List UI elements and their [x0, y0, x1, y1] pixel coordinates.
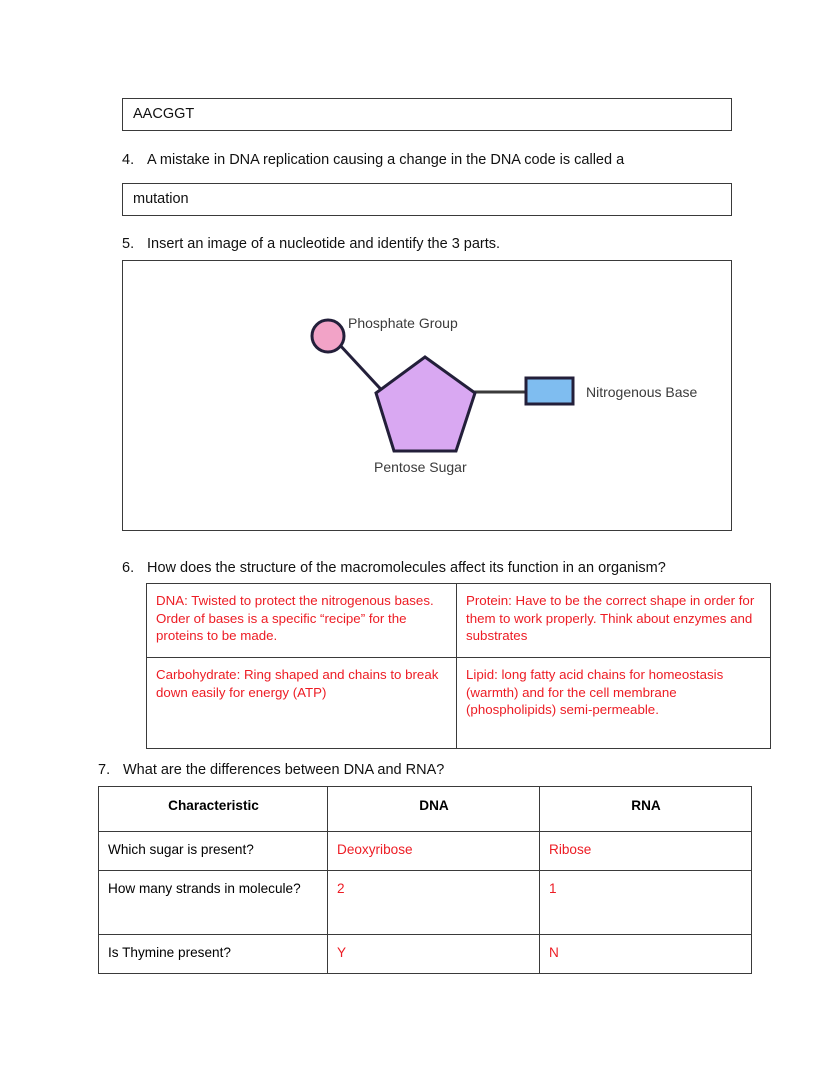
header-rna: RNA	[540, 787, 752, 832]
question-4-number: 4.	[122, 152, 135, 168]
table-header-row	[99, 787, 752, 832]
dna-rna-comparison-table	[98, 786, 752, 974]
cell-rna-thymine[interactable]: N	[540, 935, 752, 974]
cell-characteristic-thymine: Is Thymine present?	[99, 935, 328, 974]
cell-rna-strands[interactable]: 1	[540, 871, 752, 935]
cell-dna-strands[interactable]: 2	[328, 871, 540, 935]
cell-lipid[interactable]: Lipid: long fatty acid chains for homeostasis (warmth) and for the cell membrane (phospholipids) semi-permeable.	[457, 658, 771, 749]
table-row	[99, 871, 752, 935]
cell-dna-sugar[interactable]: Deoxyribose	[328, 832, 540, 871]
pentose-sugar-shape	[376, 357, 475, 451]
nitrogenous-base-shape	[526, 378, 573, 404]
phosphate-group-shape	[312, 320, 344, 352]
nucleotide-diagram	[123, 261, 730, 529]
pentose-sugar-label: Pentose Sugar	[374, 459, 467, 475]
answer-box-mutation[interactable]	[122, 183, 732, 216]
cell-protein[interactable]: Protein: Have to be the correct shape in order for them to work properly. Think about enzymes and substrates	[457, 584, 771, 658]
answer-text-sequence: AACGGT	[133, 106, 195, 123]
nucleotide-diagram-frame	[122, 260, 732, 531]
nitrogenous-base-label: Nitrogenous Base	[586, 384, 698, 400]
table-row	[99, 935, 752, 974]
question-5	[122, 236, 500, 252]
question-5-text: Insert an image of a nucleotide and identify the 3 parts.	[147, 236, 501, 252]
question-6-number: 6.	[122, 560, 135, 576]
question-4	[122, 152, 624, 168]
question-7-text: What are the differences between DNA and RNA?	[123, 762, 445, 778]
question-7	[98, 762, 444, 778]
question-5-number: 5.	[122, 236, 135, 252]
answer-text-mutation: mutation	[133, 191, 189, 208]
header-dna: DNA	[328, 787, 540, 832]
cell-rna-sugar[interactable]: Ribose	[540, 832, 752, 871]
cell-characteristic-strands: How many strands in molecule?	[99, 871, 328, 935]
header-characteristic: Characteristic	[99, 787, 328, 832]
macromolecule-table	[146, 583, 771, 749]
table-row	[147, 658, 771, 749]
cell-dna-thymine[interactable]: Y	[328, 935, 540, 974]
cell-dna[interactable]: DNA: Twisted to protect the nitrogenous bases. Order of bases is a specific “recipe” for the proteins to be made.	[147, 584, 457, 658]
question-6	[122, 560, 666, 576]
question-6-text: How does the structure of the macromolecules affect its function in an organism?	[147, 560, 666, 576]
question-7-number: 7.	[98, 762, 111, 778]
answer-box-sequence[interactable]	[122, 98, 732, 131]
table-row	[99, 832, 752, 871]
table-row	[147, 584, 771, 658]
cell-carbohydrate[interactable]: Carbohydrate: Ring shaped and chains to break down easily for energy (ATP)	[147, 658, 457, 749]
cell-characteristic-sugar: Which sugar is present?	[99, 832, 328, 871]
question-4-text: A mistake in DNA replication causing a change in the DNA code is called a	[147, 152, 625, 168]
phosphate-group-label: Phosphate Group	[348, 315, 458, 331]
